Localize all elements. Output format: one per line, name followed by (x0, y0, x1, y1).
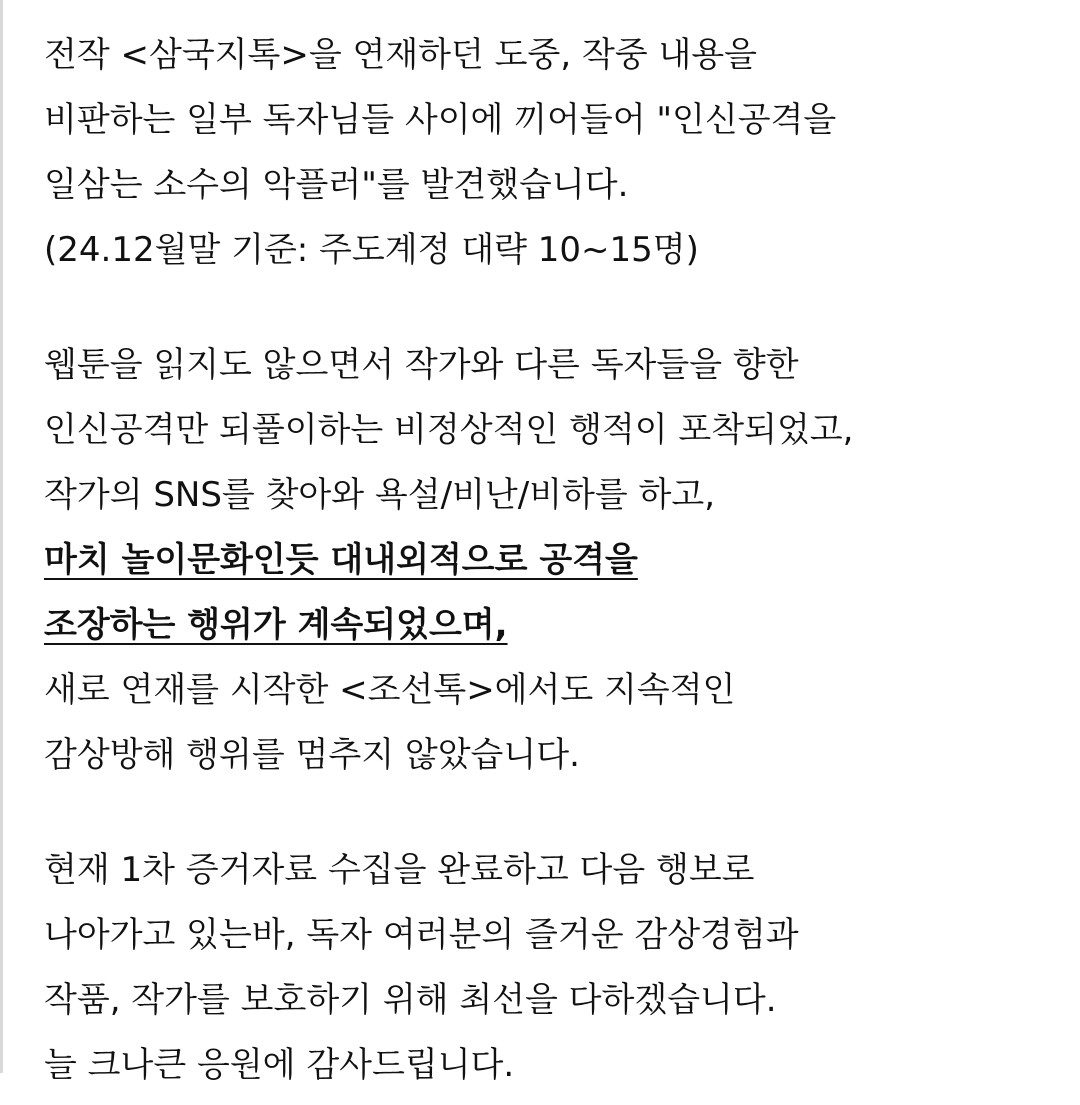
text-line: 전작 <삼국지톡>을 연재하던 도중, 작중 내용을 (44, 35, 758, 75)
text-line: (24.12월말 기준: 주도계정 대략 10~15명) (44, 230, 699, 270)
text-line: 새로 연재를 시작한 <조선톡>에서도 지속적인 (44, 670, 736, 710)
notice-text (44, 30, 1054, 1105)
paragraph-2 (44, 340, 1054, 795)
text-line: 작가의 SNS를 찾아와 욕설/비난/비하를 하고, (44, 475, 716, 515)
text-line: 감상방해 행위를 멈추지 않았습니다. (44, 735, 580, 775)
paragraph-gap (44, 795, 1054, 845)
text-line: 일삼는 소수의 악플러"를 발견했습니다. (44, 165, 629, 205)
paragraph-3 (44, 845, 1054, 1105)
text-line: 작품, 작가를 보호하기 위해 최선을 다하겠습니다. (44, 980, 777, 1020)
emphasized-text: 조장하는 행위가 계속되었으며, (44, 605, 508, 645)
text-line: 늘 크나큰 응원에 감사드립니다. (44, 1045, 515, 1085)
emphasized-line (44, 600, 1054, 665)
left-border (0, 0, 3, 1073)
text-line: 나아가고 있는바, 독자 여러분의 즐거운 감상경험과 (44, 915, 799, 955)
paragraph-gap (44, 290, 1054, 340)
text-line: 인신공격만 되풀이하는 비정상적인 행적이 포착되었고, (44, 410, 854, 450)
emphasized-text: 마치 놀이문화인듯 대내외적으로 공격을 (44, 540, 638, 580)
text-line: 비판하는 일부 독자님들 사이에 끼어들어 "인신공격을 (44, 100, 837, 140)
emphasized-line (44, 535, 1054, 600)
text-line: 웹툰을 읽지도 않으면서 작가와 다른 독자들을 향한 (44, 345, 799, 385)
paragraph-1 (44, 30, 1054, 290)
text-line: 현재 1차 증거자료 수집을 완료하고 다음 행보로 (44, 850, 755, 890)
